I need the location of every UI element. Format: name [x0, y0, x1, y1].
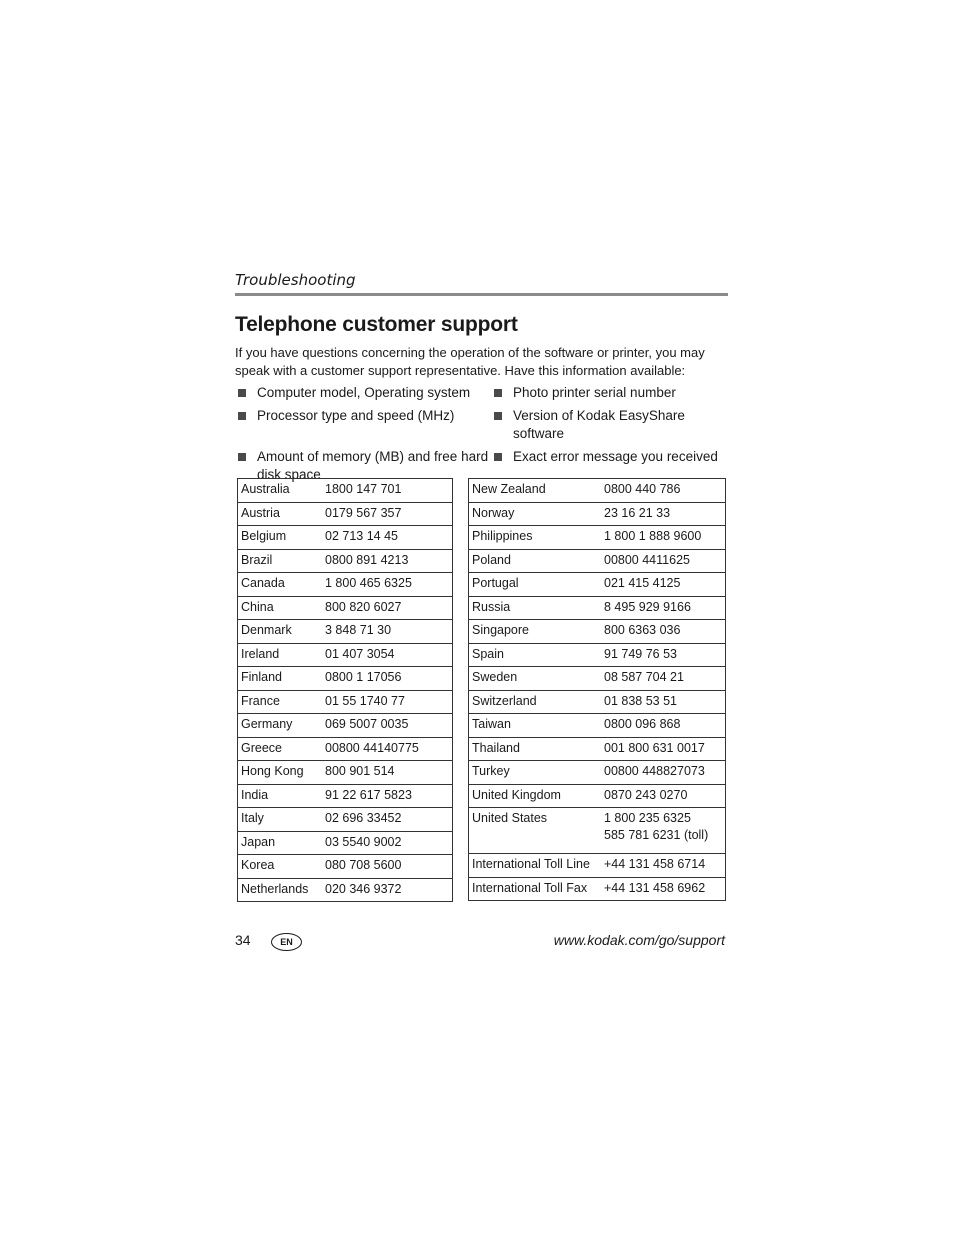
country-cell: China	[238, 596, 323, 620]
country-cell: France	[238, 690, 323, 714]
country-cell: Sweden	[469, 667, 602, 691]
country-cell: Poland	[469, 549, 602, 573]
phone-cell: 1800 147 701	[322, 479, 453, 503]
phone-table-right	[468, 478, 726, 901]
phone-cell: 800 6363 036	[601, 620, 726, 644]
table-row	[469, 596, 726, 620]
country-cell: United States	[469, 808, 602, 854]
phone-cell: 1 800 1 888 9600	[601, 526, 726, 550]
phone-cell: +44 131 458 6714	[601, 854, 726, 878]
country-cell: Austria	[238, 502, 323, 526]
phone-cell: +44 131 458 6962	[601, 877, 726, 901]
phone-cell: 03 5540 9002	[322, 831, 453, 855]
table-row	[469, 784, 726, 808]
country-cell: Australia	[238, 479, 323, 503]
list-item: Exact error message you received	[491, 448, 728, 484]
list-item: Version of Kodak EasyShare software	[491, 407, 728, 443]
list-item: Processor type and speed (MHz)	[235, 407, 491, 443]
country-cell: Korea	[238, 855, 323, 879]
table-row	[238, 737, 453, 761]
country-cell: Taiwan	[469, 714, 602, 738]
phone-line: 1 800 235 6325	[604, 811, 691, 825]
country-cell: Norway	[469, 502, 602, 526]
country-cell: Switzerland	[469, 690, 602, 714]
table-row	[469, 854, 726, 878]
table-row	[469, 690, 726, 714]
country-cell: Canada	[238, 573, 323, 597]
square-bullet-icon	[238, 389, 246, 397]
country-cell: Philippines	[469, 526, 602, 550]
phone-cell: 080 708 5600	[322, 855, 453, 879]
phone-cell: 1 800 465 6325	[322, 573, 453, 597]
table-row	[238, 831, 453, 855]
table-row	[469, 526, 726, 550]
country-cell: International Toll Fax	[469, 877, 602, 901]
phone-cell: 01 55 1740 77	[322, 690, 453, 714]
phone-cell: 0800 440 786	[601, 479, 726, 503]
country-cell: Belgium	[238, 526, 323, 550]
phone-cell: 0800 096 868	[601, 714, 726, 738]
phone-cell: 01 407 3054	[322, 643, 453, 667]
country-cell: Germany	[238, 714, 323, 738]
square-bullet-icon	[238, 453, 246, 461]
phone-cell: 01 838 53 51	[601, 690, 726, 714]
phone-cell	[601, 808, 726, 854]
phone-cell: 8 495 929 9166	[601, 596, 726, 620]
country-cell: Portugal	[469, 573, 602, 597]
phone-cell: 001 800 631 0017	[601, 737, 726, 761]
table-row	[238, 690, 453, 714]
square-bullet-icon	[238, 412, 246, 420]
country-cell: Japan	[238, 831, 323, 855]
country-cell: Singapore	[469, 620, 602, 644]
country-cell: Ireland	[238, 643, 323, 667]
table-row	[238, 714, 453, 738]
country-cell: Thailand	[469, 737, 602, 761]
phone-cell: 800 820 6027	[322, 596, 453, 620]
table-row	[238, 526, 453, 550]
country-cell: Russia	[469, 596, 602, 620]
section-header: Troubleshooting	[235, 270, 728, 296]
phone-cell: 91 749 76 53	[601, 643, 726, 667]
phone-cell: 08 587 704 21	[601, 667, 726, 691]
table-row	[238, 620, 453, 644]
country-cell: Spain	[469, 643, 602, 667]
phone-cell: 00800 448827073	[601, 761, 726, 785]
page-title: Telephone customer support	[235, 313, 518, 336]
page-footer	[235, 932, 725, 952]
info-bullet-list	[235, 384, 728, 484]
language-badge: EN	[271, 933, 302, 951]
table-row	[469, 643, 726, 667]
table-row	[238, 808, 453, 832]
table-row	[469, 877, 726, 901]
table-row	[238, 502, 453, 526]
intro-paragraph: If you have questions concerning the operation of the software or printer, you may speak with a customer support representative. Have this information available:	[235, 345, 705, 378]
square-bullet-icon	[494, 389, 502, 397]
phone-cell: 23 16 21 33	[601, 502, 726, 526]
square-bullet-icon	[494, 453, 502, 461]
table-row	[469, 573, 726, 597]
list-item: Photo printer serial number	[491, 384, 728, 402]
page-number: 34	[235, 932, 251, 948]
table-row	[469, 714, 726, 738]
country-cell: Brazil	[238, 549, 323, 573]
phone-table-left	[237, 478, 453, 902]
country-cell: Denmark	[238, 620, 323, 644]
country-cell: Greece	[238, 737, 323, 761]
phone-cell: 3 848 71 30	[322, 620, 453, 644]
square-bullet-icon	[494, 412, 502, 420]
table-row	[469, 502, 726, 526]
table-row	[238, 479, 453, 503]
table-row	[238, 855, 453, 879]
phone-cell: 0800 891 4213	[322, 549, 453, 573]
table-row	[238, 784, 453, 808]
phone-cell: 02 713 14 45	[322, 526, 453, 550]
phone-cell: 0179 567 357	[322, 502, 453, 526]
support-url: www.kodak.com/go/support	[553, 932, 725, 948]
country-cell: Hong Kong	[238, 761, 323, 785]
table-row	[469, 620, 726, 644]
country-cell: International Toll Line	[469, 854, 602, 878]
page-content	[235, 270, 728, 896]
country-cell: Netherlands	[238, 878, 323, 902]
table-row	[238, 596, 453, 620]
table-row	[469, 549, 726, 573]
table-row	[469, 761, 726, 785]
phone-cell: 021 415 4125	[601, 573, 726, 597]
table-row	[469, 667, 726, 691]
list-item: Computer model, Operating system	[235, 384, 491, 402]
table-row	[238, 667, 453, 691]
country-cell: Italy	[238, 808, 323, 832]
phone-cell: 91 22 617 5823	[322, 784, 453, 808]
table-row	[238, 549, 453, 573]
list-item: Amount of memory (MB) and free hard disk space	[235, 448, 491, 484]
phone-cell: 0870 243 0270	[601, 784, 726, 808]
table-row	[238, 643, 453, 667]
phone-cell: 800 901 514	[322, 761, 453, 785]
country-cell: Finland	[238, 667, 323, 691]
table-row	[469, 808, 726, 854]
table-row	[238, 878, 453, 902]
table-row	[238, 573, 453, 597]
country-cell: Turkey	[469, 761, 602, 785]
phone-cell: 0800 1 17056	[322, 667, 453, 691]
country-cell: New Zealand	[469, 479, 602, 503]
phone-cell: 00800 44140775	[322, 737, 453, 761]
table-row	[469, 479, 726, 503]
phone-cell: 069 5007 0035	[322, 714, 453, 738]
phone-cell: 020 346 9372	[322, 878, 453, 902]
country-cell: United Kingdom	[469, 784, 602, 808]
table-row	[238, 761, 453, 785]
table-row	[469, 737, 726, 761]
phone-cell: 00800 4411625	[601, 549, 726, 573]
phone-cell: 02 696 33452	[322, 808, 453, 832]
phone-line-toll: 585 781 6231 (toll)	[604, 828, 709, 842]
phone-tables	[237, 478, 728, 902]
country-cell: India	[238, 784, 323, 808]
